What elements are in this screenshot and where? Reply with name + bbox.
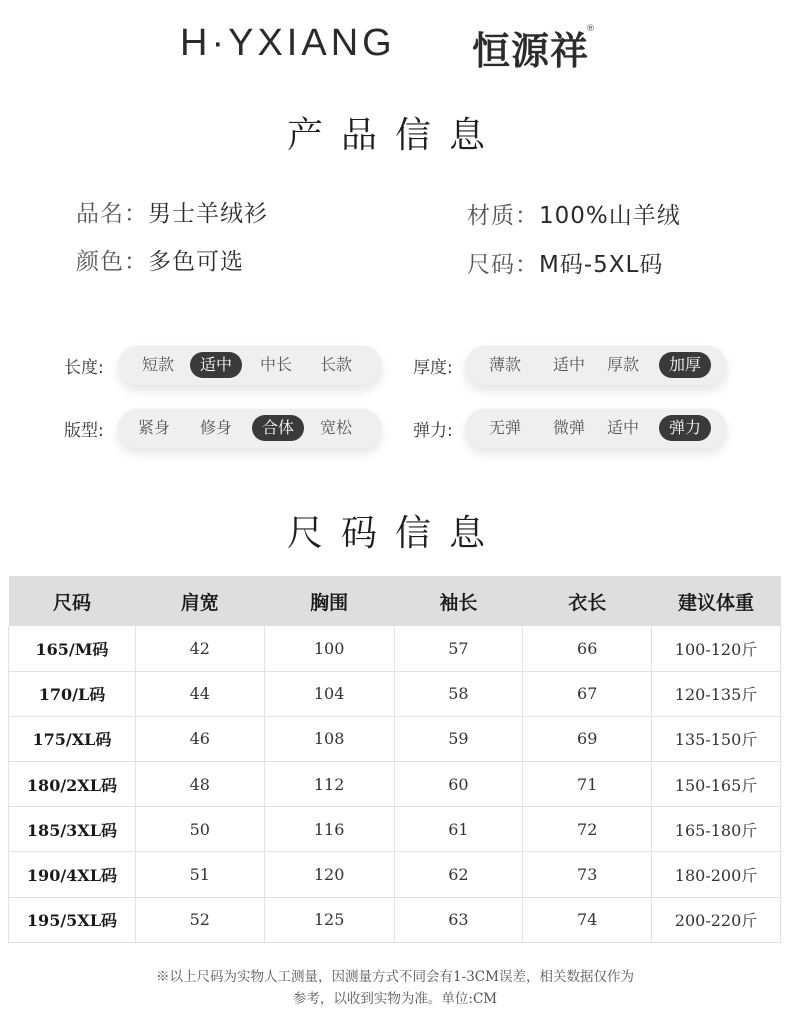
table-cell: 170/L码 (9, 671, 136, 716)
table-cell: 100 (264, 626, 394, 671)
header-chest: 胸围 (264, 576, 394, 626)
attr-fit-pill (118, 408, 382, 448)
table-row (9, 762, 781, 807)
measurement-note (0, 966, 790, 1010)
attr-fit-option: 修身 (199, 418, 232, 437)
table-cell: 42 (135, 626, 264, 671)
table-cell: 165/M码 (9, 626, 136, 671)
attr-elasticity (413, 408, 733, 448)
product-info-title: 产品信息 (286, 115, 503, 156)
table-cell: 116 (264, 807, 394, 852)
table-cell: 60 (394, 762, 523, 807)
product-size-value: M码-5XL码 (539, 252, 664, 278)
product-size-key: 尺码： (467, 252, 539, 278)
product-color (76, 243, 244, 276)
table-cell: 200-220斤 (652, 897, 781, 942)
attr-elasticity-option: 无弹 (488, 418, 521, 437)
table-cell: 165-180斤 (652, 807, 781, 852)
attr-thickness-option: 薄款 (488, 355, 521, 374)
table-row (9, 897, 781, 942)
registered-mark: ® (586, 24, 595, 34)
product-name-key: 品名： (76, 201, 148, 227)
size-info-title: 尺码信息 (286, 513, 503, 554)
attr-fit (64, 408, 384, 448)
header-shoulder: 肩宽 (135, 576, 264, 626)
attr-elasticity-pill (465, 408, 727, 448)
table-row (9, 852, 781, 897)
attr-length-label: 长度: (64, 358, 104, 378)
attr-fit-option: 紧身 (137, 418, 170, 437)
table-cell: 185/3XL码 (9, 807, 136, 852)
attr-length-option: 短款 (141, 355, 174, 374)
attr-elasticity-option: 弹力 (659, 415, 711, 441)
table-cell: 66 (523, 626, 652, 671)
product-color-key: 颜色： (76, 249, 148, 275)
attr-thickness (413, 345, 733, 385)
attr-length-pill (118, 345, 382, 385)
table-cell: 112 (264, 762, 394, 807)
header-size: 尺码 (9, 576, 136, 626)
attr-thickness-option: 厚款 (606, 355, 639, 374)
table-cell: 59 (394, 716, 523, 761)
product-material-value: 100%山羊绒 (539, 203, 681, 229)
attr-length (64, 345, 384, 385)
table-cell: 69 (523, 716, 652, 761)
attr-fit-option: 宽松 (319, 418, 352, 437)
product-name (76, 195, 268, 228)
product-size-range (467, 246, 663, 279)
attr-thickness-label: 厚度: (413, 358, 453, 378)
table-cell: 100-120斤 (652, 626, 781, 671)
table-row (9, 716, 781, 761)
size-table-header (9, 576, 781, 626)
attr-length-option: 适中 (190, 352, 242, 378)
attr-fit-label: 版型: (64, 421, 104, 441)
table-cell: 175/XL码 (9, 716, 136, 761)
attr-length-option: 中长 (259, 355, 292, 374)
table-cell: 67 (523, 671, 652, 716)
attr-fit-option: 合体 (252, 415, 304, 441)
table-cell: 195/5XL码 (9, 897, 136, 942)
table-cell: 104 (264, 671, 394, 716)
attr-elasticity-label: 弹力: (413, 421, 453, 441)
attr-elasticity-option: 微弹 (552, 418, 585, 437)
table-cell: 61 (394, 807, 523, 852)
table-cell: 52 (135, 897, 264, 942)
attr-thickness-option: 加厚 (659, 352, 711, 378)
product-material-key: 材质： (467, 203, 539, 229)
attr-length-option: 长款 (319, 355, 352, 374)
table-row (9, 626, 781, 671)
table-cell: 72 (523, 807, 652, 852)
header-length: 衣长 (523, 576, 652, 626)
table-cell: 57 (394, 626, 523, 671)
table-cell: 190/4XL码 (9, 852, 136, 897)
table-cell: 48 (135, 762, 264, 807)
table-cell: 120 (264, 852, 394, 897)
table-cell: 71 (523, 762, 652, 807)
attr-thickness-pill (465, 345, 727, 385)
table-cell: 150-165斤 (652, 762, 781, 807)
table-cell: 135-150斤 (652, 716, 781, 761)
table-cell: 74 (523, 897, 652, 942)
table-cell: 51 (135, 852, 264, 897)
header-sleeve: 袖长 (394, 576, 523, 626)
table-cell: 44 (135, 671, 264, 716)
table-cell: 62 (394, 852, 523, 897)
measurement-note-line2: 参考，以收到实物为准。单位:CM (292, 991, 498, 1007)
table-cell: 108 (264, 716, 394, 761)
size-table (8, 576, 781, 943)
table-cell: 46 (135, 716, 264, 761)
attr-thickness-option: 适中 (552, 355, 585, 374)
table-cell: 180-200斤 (652, 852, 781, 897)
product-name-value: 男士羊绒衫 (148, 201, 268, 227)
table-cell: 180/2XL码 (9, 762, 136, 807)
attr-elasticity-option: 适中 (606, 418, 639, 437)
measurement-note-line1: ※以上尺码为实物人工测量，因测量方式不同会有1-3CM误差，相关数据仅作为 (156, 969, 634, 985)
table-row (9, 807, 781, 852)
table-row (9, 671, 781, 716)
header-weight: 建议体重 (652, 576, 781, 626)
table-cell: 73 (523, 852, 652, 897)
product-material (467, 197, 681, 230)
brand-logo-cn: 恒源祥 (472, 29, 590, 73)
table-cell: 50 (135, 807, 264, 852)
brand-header (0, 18, 790, 73)
table-cell: 120-135斤 (652, 671, 781, 716)
table-cell: 125 (264, 897, 394, 942)
brand-logo-en: H·YXIANG (180, 22, 396, 64)
table-cell: 63 (394, 897, 523, 942)
product-color-value: 多色可选 (148, 249, 244, 275)
table-cell: 58 (394, 671, 523, 716)
